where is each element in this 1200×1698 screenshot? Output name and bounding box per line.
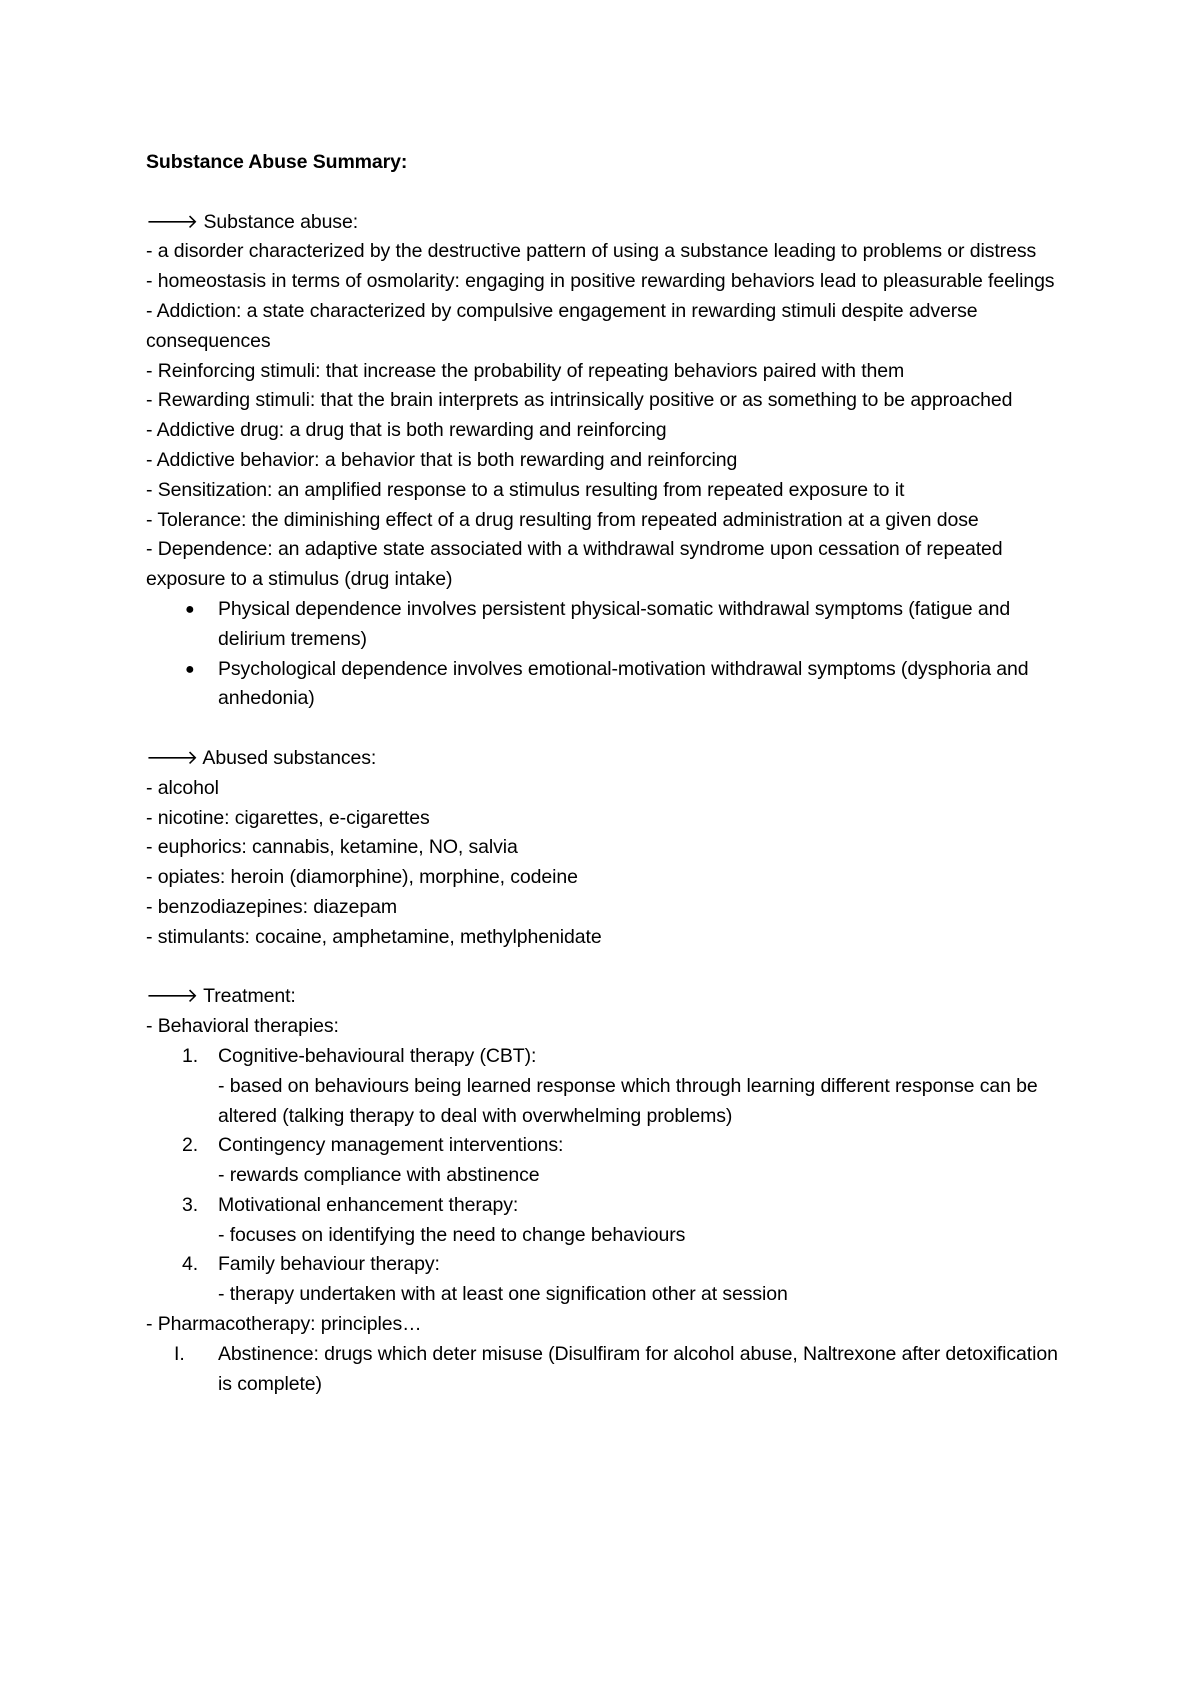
therapy-item bbox=[146, 1191, 1066, 1251]
therapy-detail: - focuses on identifying the need to change behaviours bbox=[218, 1223, 686, 1246]
document-title: Substance Abuse Summary: bbox=[146, 151, 408, 173]
definition-line: - homeostasis in terms of osmolarity: engaging in positive rewarding behaviors lead to pleasurable feelings bbox=[146, 270, 1055, 293]
therapy-detail: - based on behaviours being learned response which through learning different response can be altered (talking therapy to deal with overwhelming problems) bbox=[218, 1074, 1038, 1127]
substance-line: - alcohol bbox=[146, 776, 219, 799]
substance-line: - benzodiazepines: diazepam bbox=[146, 895, 397, 918]
substance-line: - opiates: heroin (diamorphine), morphine, codeine bbox=[146, 866, 578, 889]
behavioral-therapies-heading: - Behavioral therapies: bbox=[146, 1015, 339, 1038]
bullet-icon: ● bbox=[185, 660, 195, 678]
therapy-numbered-list bbox=[146, 1042, 1066, 1310]
list-number: 4. bbox=[182, 1253, 199, 1276]
bullet-icon: ● bbox=[185, 600, 195, 618]
therapy-detail: - therapy undertaken with at least one signification other at session bbox=[218, 1283, 788, 1306]
therapy-item bbox=[146, 1131, 1066, 1191]
definition-line: - a disorder characterized by the destructive pattern of using a substance leading to problems or distress bbox=[146, 240, 1037, 263]
substance-line: - nicotine: cigarettes, e-cigarettes bbox=[146, 806, 430, 829]
definition-line: - Reinforcing stimuli: that increase the probability of repeating behaviors paired with them bbox=[146, 359, 905, 382]
bullet-text: Psychological dependence involves emotional-motivation withdrawal symptoms (dysphoria and anhedonia) bbox=[218, 657, 1029, 710]
therapy-name: Family behaviour therapy: bbox=[218, 1253, 440, 1276]
definition-line: - Rewarding stimuli: that the brain interprets as intrinsically positive or as something to be approached bbox=[146, 389, 1013, 412]
pharmacotherapy-heading: - Pharmacotherapy: principles… bbox=[146, 1313, 422, 1336]
definition-line: - Tolerance: the diminishing effect of a drug resulting from repeated administration at a given dose bbox=[146, 508, 979, 531]
bullet-text: Physical dependence involves persistent physical-somatic withdrawal symptoms (fatigue and delirium tremens) bbox=[218, 597, 1011, 650]
document-page bbox=[146, 148, 1066, 1399]
substance-line: - euphorics: cannabis, ketamine, NO, salvia bbox=[146, 836, 518, 859]
principle-text: Abstinence: drugs which deter misuse (Disulfiram for alcohol abuse, Naltrexone after detoxification is complete) bbox=[218, 1342, 1058, 1395]
therapy-name: Motivational enhancement therapy: bbox=[218, 1193, 519, 1216]
therapy-detail: - rewards compliance with abstinence bbox=[218, 1164, 540, 1187]
spacer bbox=[146, 178, 1066, 208]
principle-item bbox=[146, 1340, 1066, 1400]
therapy-item bbox=[146, 1042, 1066, 1131]
spacer bbox=[146, 953, 1066, 983]
section-heading-treatment: 🡒 Treatment: bbox=[146, 985, 296, 1008]
list-number: 1. bbox=[182, 1044, 199, 1067]
section-heading-abused-substances: 🡒 Abused substances: bbox=[146, 746, 377, 769]
definition-line: - Dependence: an adaptive state associated with a withdrawal syndrome upon cessation of repeated exposure to a stimulus (drug intake) bbox=[146, 538, 1003, 591]
spacer bbox=[146, 714, 1066, 744]
substance-line: - stimulants: cocaine, amphetamine, methylphenidate bbox=[146, 925, 602, 948]
dependence-bullet-list bbox=[146, 595, 1066, 714]
therapy-name: Contingency management interventions: bbox=[218, 1134, 564, 1157]
list-number: 3. bbox=[182, 1193, 199, 1216]
principles-list bbox=[146, 1340, 1066, 1400]
definition-line: - Addictive drug: a drug that is both rewarding and reinforcing bbox=[146, 419, 667, 442]
bullet-item bbox=[146, 595, 1066, 655]
therapy-name: Cognitive-behavioural therapy (CBT): bbox=[218, 1044, 537, 1067]
definition-line: - Addiction: a state characterized by compulsive engagement in rewarding stimuli despite adverse consequences bbox=[146, 299, 978, 352]
definition-line: - Sensitization: an amplified response to a stimulus resulting from repeated exposure to it bbox=[146, 478, 905, 501]
definition-line: - Addictive behavior: a behavior that is both rewarding and reinforcing bbox=[146, 448, 738, 471]
list-number: I. bbox=[174, 1342, 185, 1365]
therapy-item bbox=[146, 1250, 1066, 1310]
section-heading-substance-abuse: 🡒 Substance abuse: bbox=[146, 210, 359, 233]
bullet-item bbox=[146, 655, 1066, 715]
list-number: 2. bbox=[182, 1134, 199, 1157]
